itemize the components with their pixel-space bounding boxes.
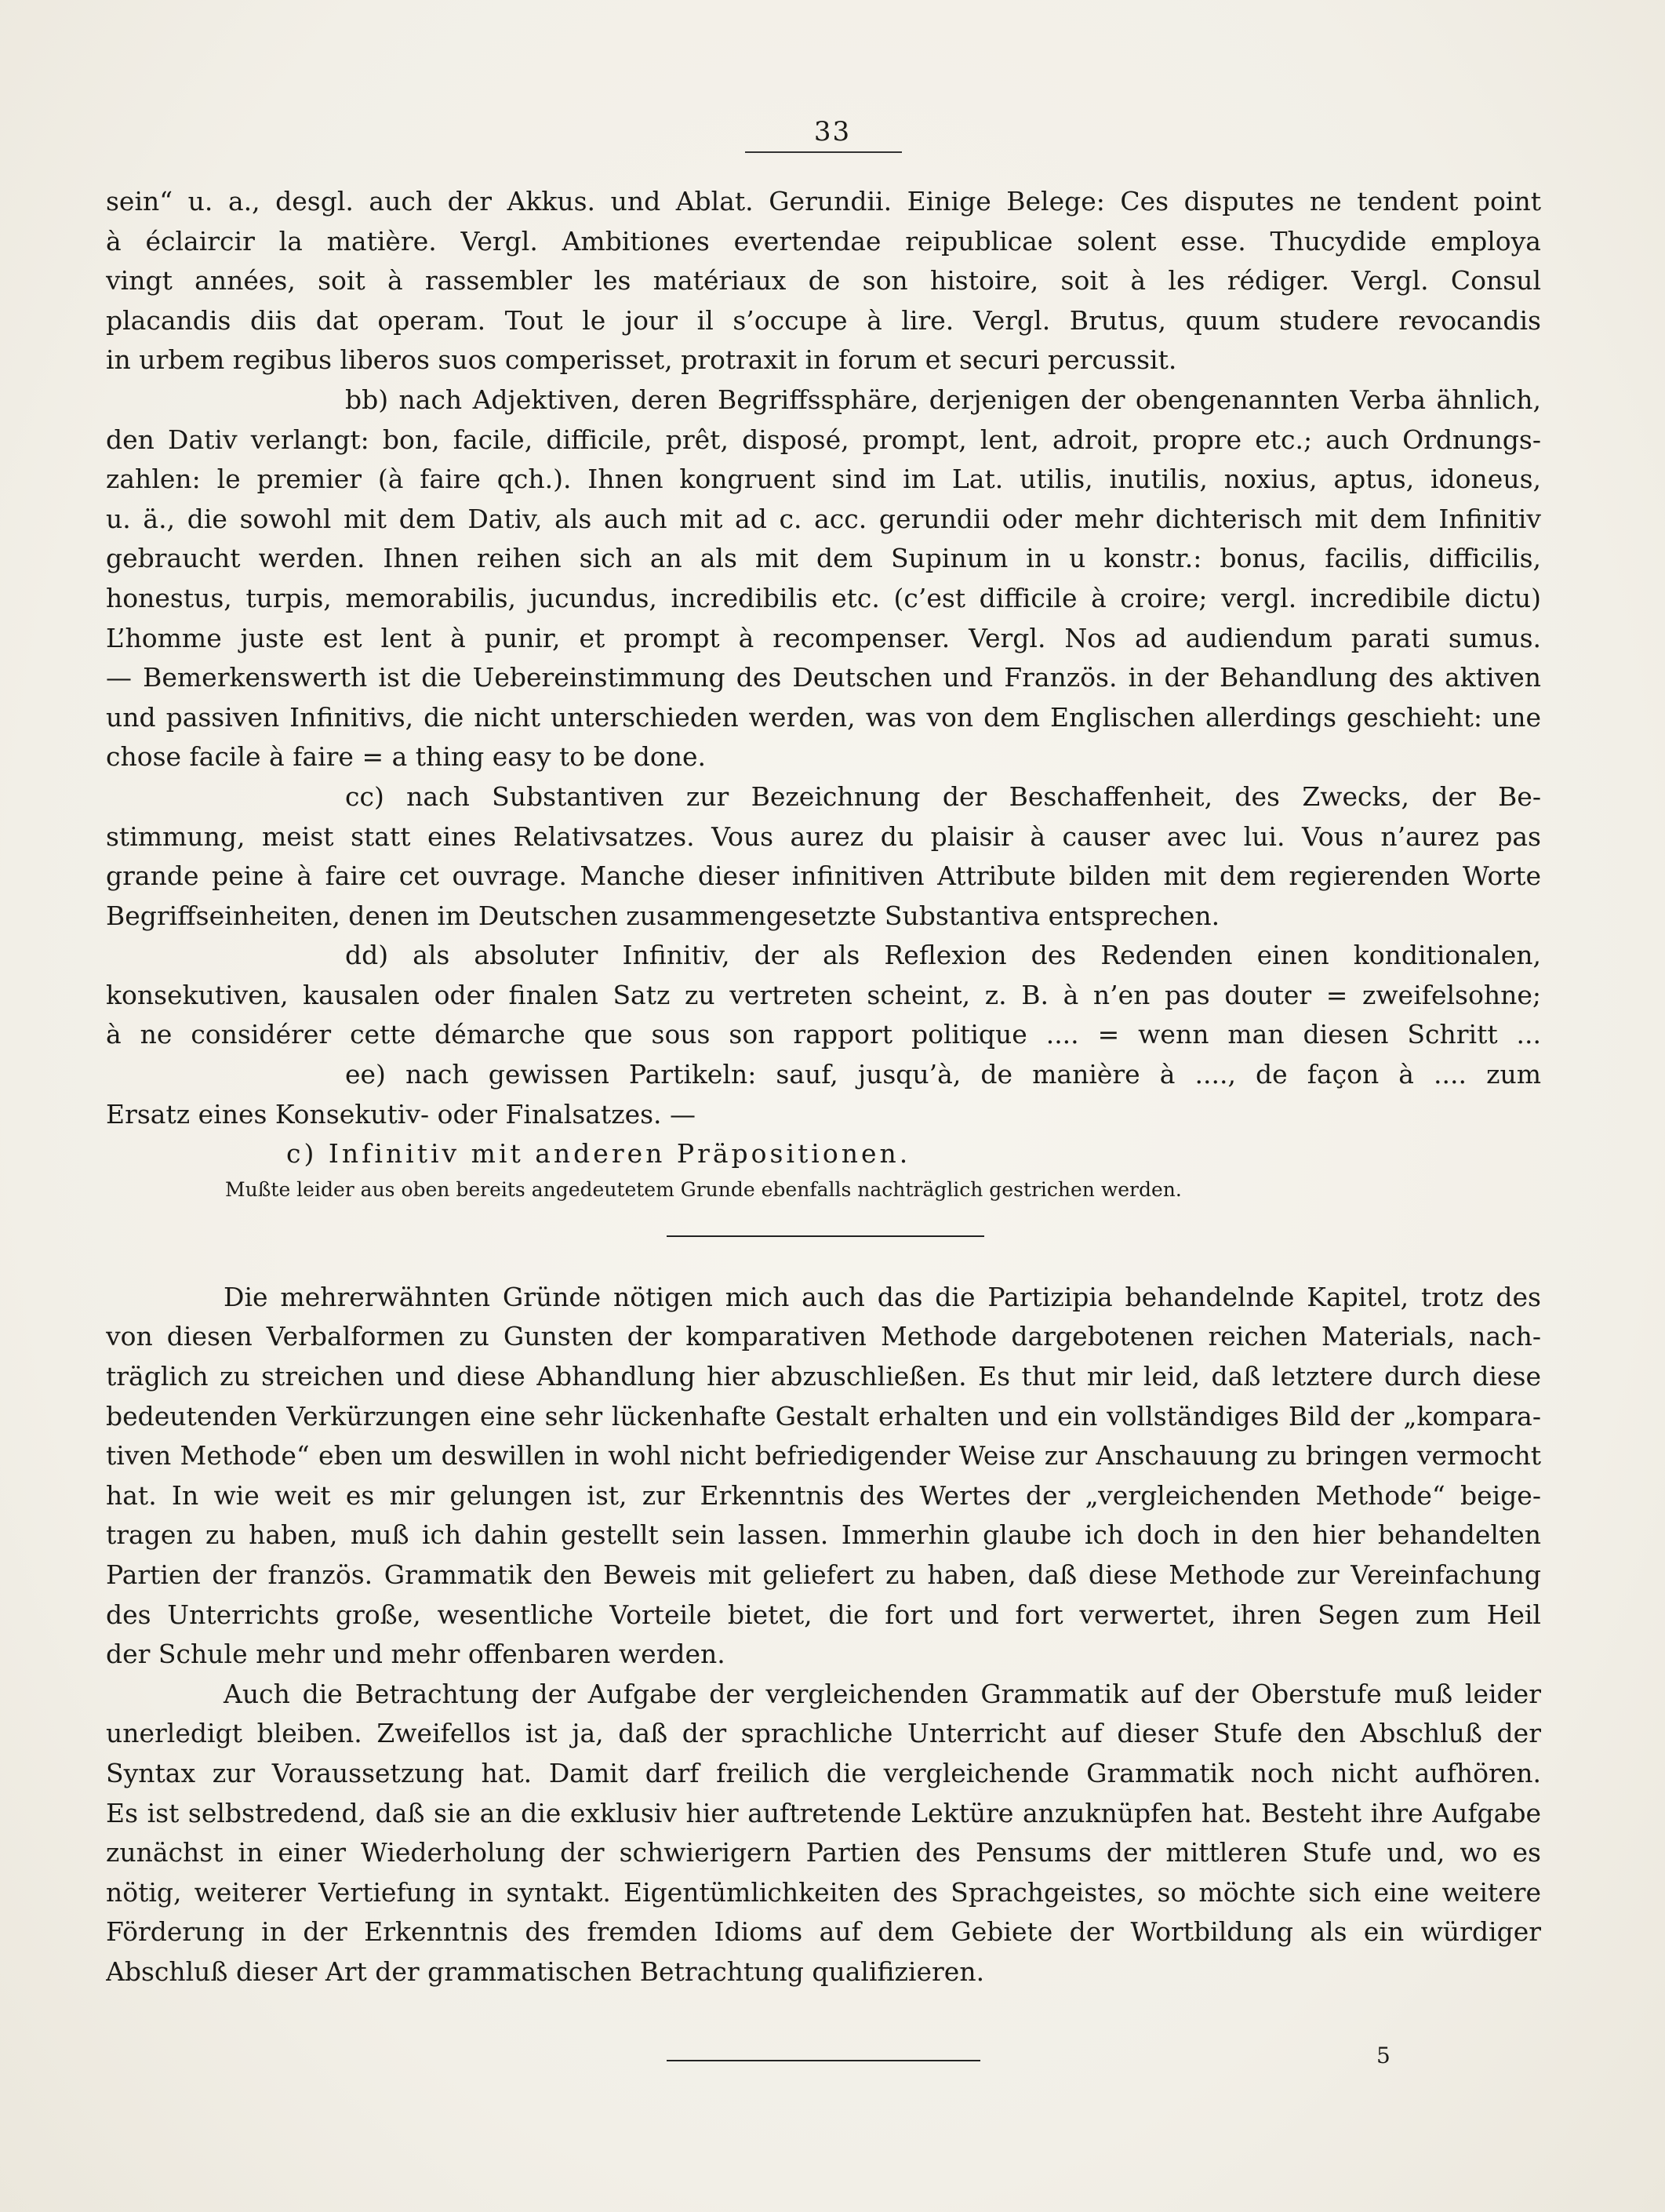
spacer — [106, 1237, 1541, 1278]
text-line: placandis diis dat operam. Tout le jour il s’occupe à lire. Vergl. Brutus, quum studere revocandis — [106, 304, 1541, 336]
section-c — [106, 1134, 1541, 1206]
text-line: Abschluß dieser Art der grammatischen Betrachtung qualifizieren. — [106, 1956, 985, 1987]
text-line: den Dativ verlangt: bon, facile, difficile, prêt, disposé, prompt, lent, adroit, propre etc.; auch Ordnungs- — [106, 424, 1541, 455]
text-line: Förderung in der Erkenntnis des fremden Idioms auf dem Gebiete der Wortbildung als ein würdiger — [106, 1916, 1541, 1948]
text-line: à éclaircir la matière. Vergl. Ambitiones evertendae reipublicae solent esse. Thucydide employa — [106, 225, 1541, 256]
text-line: tiven Methode“ eben um deswillen in wohl nicht befriedigender Weise zur Anschauung zu bringen vermocht — [106, 1440, 1541, 1472]
signature-mark: 5 — [1376, 2043, 1391, 2068]
text-line: gebraucht werden. Ihnen reihen sich an als mit dem Supinum in u konstr.: bonus, facilis, difficilis, — [106, 543, 1541, 574]
page-number: 33 — [813, 116, 852, 147]
document-body — [106, 182, 1541, 1992]
text-line: stimmung, meist statt eines Relativsatzes. Vous aurez du plaisir à causer avec lui. Vous n’aurez pas — [106, 820, 1541, 852]
text-line: zahlen: le premier (à faire qch.). Ihnen kongruent sind im Lat. utilis, inutilis, noxius, aptus, idoneus, — [106, 464, 1541, 495]
text-line: à ne considérer cette démarche que sous son rapport politique .... = wenn man diesen Schritt ... — [106, 1019, 1541, 1050]
text-line: Die mehrerwähnten Gründe nötigen mich auch das die Partizipia behandelnde Kapitel, trotz des — [224, 1281, 1541, 1312]
text-line: Ersatz eines Konsekutiv- oder Finalsatzes. — — [106, 1098, 696, 1130]
text-line: konsekutiven, kausalen oder finalen Satz zu vertreten scheint, z. B. à n’en pas douter = zweifelsohne; — [106, 979, 1541, 1010]
text-line: unerledigt bleiben. Zweifellos ist ja, daß der sprachliche Unterricht auf dieser Stufe den Abschluß der — [106, 1718, 1541, 1749]
text-line: zunächst in einer Wiederholung der schwierigern Partien des Pensums der mittleren Stufe und, wo es — [106, 1837, 1541, 1868]
text-line: des Unterrichts große, wesentliche Vorteile bietet, die fort und fort verwertet, ihren Segen zum Heil — [106, 1599, 1541, 1630]
text-line: Es ist selbstredend, daß sie an die exklusiv hier auftretende Lektüre anzuknüpfen hat. Besteht ihre Aufgabe — [106, 1797, 1541, 1828]
text-line: und passiven Infinitivs, die nicht unterschieden werden, was von dem Englischen allerdings geschieht: une — [106, 701, 1541, 733]
section-bb-heading-line: bb) nach Adjektiven, deren Begriffssphäre, derjenigen der obengenannten Verba ähnlich, — [345, 384, 1541, 415]
text-line: — Bemerkenswerth ist die Uebereinstimmung des Deutschen und Französ. in der Behandlung des aktiven — [106, 662, 1541, 693]
closing-paragraph-2 — [106, 1675, 1541, 1992]
section-c-note: Mußte leider aus oben bereits angedeutetem Grunde ebenfalls nachträglich gestrichen werden. — [225, 1177, 1182, 1201]
text-line: u. ä., die sowohl mit dem Dativ, als auch mit ad c. acc. gerundii oder mehr dichterisch mit dem Infinitiv — [106, 503, 1541, 534]
section-c-heading: c) Infinitiv mit anderen Präpositionen. — [286, 1138, 911, 1170]
text-line: sein“ u. a., desgl. auch der Akkus. und Ablat. Gerundii. Einige Belege: Ces disputes ne tendent point — [106, 186, 1541, 216]
text-line: hat. In wie weit es mir gelungen ist, zur Erkenntnis des Wertes der „vergleichenden Methode“ beige- — [106, 1479, 1541, 1511]
text-line: Auch die Betrachtung der Aufgabe der vergleichenden Grammatik auf der Oberstufe muß leider — [224, 1678, 1541, 1709]
text-line: L’homme juste est lent à punir, et prompt à recompenser. Vergl. Nos ad audiendum parati sumus. — [106, 622, 1541, 653]
text-line: Syntax zur Voraussetzung hat. Damit darf freilich die vergleichende Grammatik noch nicht aufhören. — [106, 1757, 1541, 1788]
section-dd-heading-line: dd) als absoluter Infinitiv, der als Reflexion des Redenden einen konditionalen, — [345, 940, 1541, 971]
section-cc — [106, 777, 1541, 936]
section-ee — [106, 1055, 1541, 1134]
text-line: träglich zu streichen und diese Abhandlung hier abzuschließen. Es thut mir leid, daß letztere durch diese — [106, 1361, 1541, 1392]
footer-rule — [667, 2060, 980, 2061]
section-b-continuation — [106, 182, 1541, 380]
text-line: der Schule mehr und mehr offenbaren werden. — [106, 1639, 725, 1670]
section-separator — [667, 1235, 984, 1237]
section-cc-heading-line: cc) nach Substantiven zur Bezeichnung der Beschaffenheit, des Zwecks, der Be- — [345, 780, 1541, 812]
text-line: tragen zu haben, muß ich dahin gestellt sein lassen. Immerhin glaube ich doch in den hier behandelten — [106, 1519, 1541, 1551]
closing-paragraph-1 — [106, 1278, 1541, 1675]
text-line: Begriffseinheiten, denen im Deutschen zusammengesetzte Substantiva entsprechen. — [106, 900, 1220, 931]
text-line: chose facile à faire = a thing easy to be done. — [106, 741, 706, 773]
page-number-rule — [745, 151, 902, 153]
text-line: vingt années, soit à rassembler les matériaux de son histoire, soit à les rédiger. Vergl. Consul — [106, 265, 1541, 297]
section-dd — [106, 936, 1541, 1055]
text-line: Partien der französ. Grammatik den Beweis mit geliefert zu haben, daß diese Methode zur Vereinfachung — [106, 1559, 1541, 1590]
text-line: honestus, turpis, memorabilis, jucundus, incredibilis etc. (c’est difficile à croire; vergl. incredibile dictu) — [106, 582, 1541, 613]
section-bb — [106, 380, 1541, 777]
text-line: bedeutenden Verkürzungen eine sehr lückenhafte Gestalt erhalten und ein vollständiges Bild der „kompara- — [106, 1400, 1541, 1432]
text-line: in urbem regibus liberos suos comperisset, protraxit in forum et securi percussit. — [106, 344, 1177, 376]
section-ee-heading-line: ee) nach gewissen Partikeln: sauf, jusqu’à, de manière à ...., de façon à .... zum — [345, 1059, 1541, 1090]
text-line: nötig, weiterer Vertiefung in syntakt. Eigentümlichkeiten des Sprachgeistes, so möchte sich eine weitere — [106, 1876, 1541, 1908]
text-line: von diesen Verbalformen zu Gunsten der komparativen Methode dargebotenen reichen Materials, nach- — [106, 1321, 1541, 1352]
page-footer — [0, 2043, 1665, 2104]
spacer — [106, 1206, 1541, 1235]
text-line: grande peine à faire cet ouvrage. Manche dieser infinitiven Attribute bilden mit dem regierenden Worte — [106, 860, 1541, 892]
